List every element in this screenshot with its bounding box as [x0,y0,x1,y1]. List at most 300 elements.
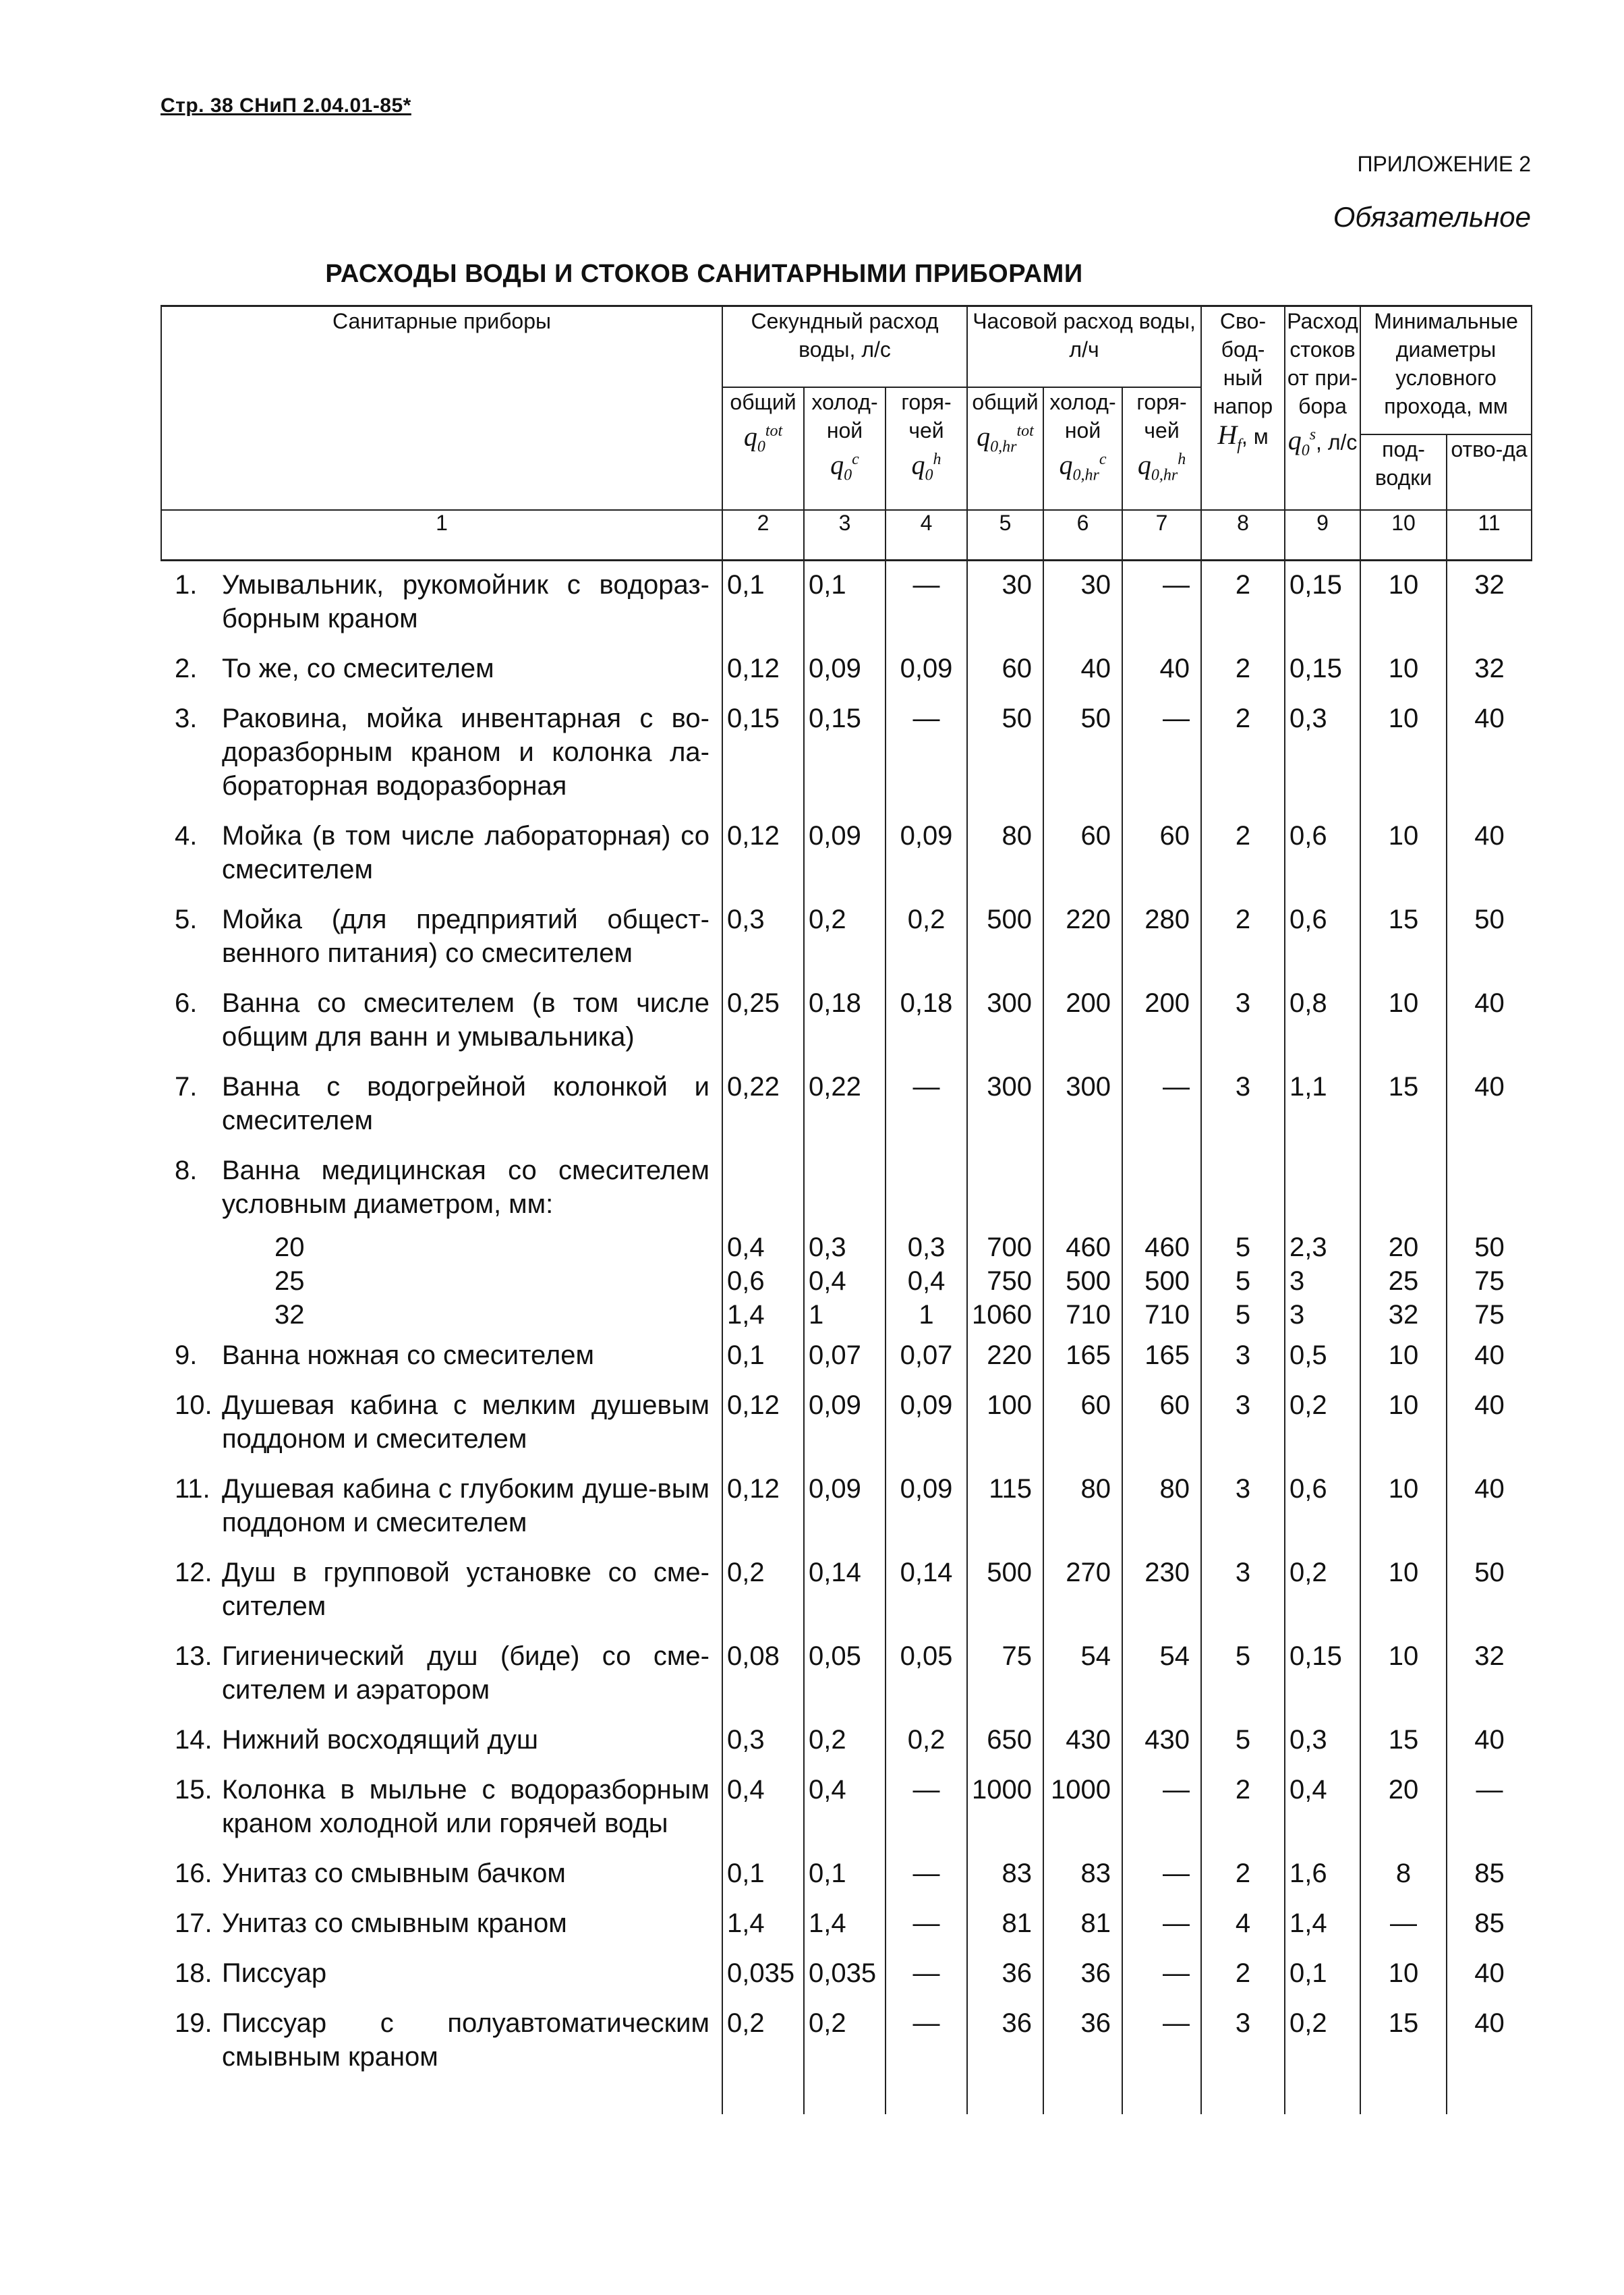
value-cell: 0,6 [1285,1465,1360,1549]
value-cell: 0,6 [722,1264,804,1298]
fixture-name: Умывальник, рукомойник с водораз-борным краном [222,570,709,633]
value-cell: 0,3 [804,1230,886,1264]
fixture-name: Ванна с водогрейной колонкой и смесителем [222,1072,709,1135]
value-cell: 40 [1447,1332,1532,1382]
fixture-name: Ванна медицинская со смесителем условным диаметром, мм: [222,1156,709,1219]
fixture-name-cell [161,1950,722,2000]
value-cell: 32 [1447,1633,1532,1716]
header-min-diameters: Минимальные диаметры условного прохода, мм [1360,306,1532,435]
value-cell: 40 [1043,645,1122,695]
table-row [161,1264,1532,1298]
table-row [161,1147,1532,1230]
value-cell: 0,2 [1285,2000,1360,2114]
value-cell: 2 [1201,812,1285,896]
value-cell: 100 [967,1382,1043,1465]
value-cell: 32 [1447,561,1532,646]
fixture-name: Писсуар с полуавтоматическим смывным краном [222,2008,709,2072]
column-number-row [161,510,1532,561]
value-cell: — [1447,1766,1532,1850]
header-hourly-total [967,387,1043,510]
value-cell: — [1122,561,1201,646]
fixture-name: Душевая кабина с глубоким душе-вым поддоном и смесителем [222,1474,709,1537]
value-cell: 40 [1447,1465,1532,1549]
value-cell: 500 [967,896,1043,980]
table-body [161,561,1532,2115]
value-cell [1201,1147,1285,1230]
value-cell: 10 [1360,1633,1447,1716]
q-tot-hr-symbol: $q_{0,hr}^{tot}$ [977,421,1034,456]
value-cell: 3 [1285,1264,1360,1298]
value-cell: 0,2 [804,1716,886,1766]
table-row [161,645,1532,695]
table-row [161,1633,1532,1716]
table-row [161,561,1532,646]
column-number: 4 [886,510,967,561]
value-cell: 0,2 [1285,1382,1360,1465]
row-number: 16. [175,1859,212,1888]
row-number: 17. [175,1908,212,1938]
table-row [161,1766,1532,1850]
value-cell [1360,1147,1447,1230]
value-cell: 40 [1447,695,1532,812]
fixture-name: Душевая кабина с мелким душевым поддоном и смесителем [222,1390,709,1454]
value-cell: 0,15 [1285,645,1360,695]
value-cell: 0,1 [722,1850,804,1900]
value-cell: 5 [1201,1298,1285,1332]
header-second-flow: Секундный расход воды, л/с [722,306,967,388]
value-cell: 40 [1447,1950,1532,2000]
table-row [161,812,1532,896]
row-number: 4. [175,821,198,851]
value-cell: 0,3 [1285,1716,1360,1766]
value-cell: 0,3 [886,1230,967,1264]
value-cell: 50 [1447,896,1532,980]
column-number: 10 [1360,510,1447,561]
value-cell [1285,1147,1360,1230]
value-cell: 750 [967,1264,1043,1298]
fixture-name-cell [161,695,722,812]
column-number: 2 [722,510,804,561]
fixture-name: Колонка в мыльне с водоразборным краном холодной или горячей воды [222,1775,709,1838]
value-cell: 5 [1201,1264,1285,1298]
value-cell: 2 [1201,896,1285,980]
value-cell: 0,035 [722,1950,804,2000]
value-cell: 0,12 [722,812,804,896]
header-drain: отво-да [1447,434,1532,510]
value-cell: 460 [1043,1230,1122,1264]
header-second-total [722,387,804,510]
discharge-symbol: $q_0^s$ [1287,425,1316,460]
value-cell [722,1147,804,1230]
value-cell: 165 [1043,1332,1122,1382]
value-cell: 4 [1201,1900,1285,1950]
fixture-name-cell [161,980,722,1063]
header-discharge-label: Расход стоков от при-бора [1287,309,1358,418]
row-number: 8. [175,1156,198,1185]
value-cell: — [886,1063,967,1147]
value-cell: 2 [1201,1850,1285,1900]
header-supply: под-водки [1360,434,1447,510]
value-cell [1447,1147,1532,1230]
value-cell: 0,4 [804,1264,886,1298]
value-cell: 430 [1043,1716,1122,1766]
table-row [161,980,1532,1063]
fixture-name-cell [161,812,722,896]
fixture-name-cell [161,1382,722,1465]
value-cell: 1,4 [722,1298,804,1332]
row-number: 15. [175,1775,212,1805]
value-cell: 60 [1122,812,1201,896]
fixture-name-cell [161,1063,722,1147]
row-number: 6. [175,988,198,1018]
value-cell: 0,6 [1285,812,1360,896]
fixture-name-cell [161,1332,722,1382]
value-cell: — [1122,2000,1201,2114]
value-cell: 1,4 [722,1900,804,1950]
value-cell: 0,3 [722,1716,804,1766]
table-row [161,1382,1532,1465]
value-cell [1122,1147,1201,1230]
value-cell: 0,4 [722,1766,804,1850]
value-cell: — [886,2000,967,2114]
value-cell: 10 [1360,980,1447,1063]
free-head-symbol: $H_f$ [1217,420,1242,454]
value-cell: 36 [967,1950,1043,2000]
row-number: 9. [175,1340,198,1370]
value-cell: 10 [1360,695,1447,812]
value-cell: 700 [967,1230,1043,1264]
table-row [161,695,1532,812]
column-number: 9 [1285,510,1360,561]
value-cell: 36 [1043,2000,1122,2114]
column-number: 1 [161,510,722,561]
value-cell: 710 [1043,1298,1122,1332]
fixture-name: Ванна со смесителем (в том числе общим для ванн и умывальника) [222,988,709,1052]
value-cell: — [1122,1850,1201,1900]
value-cell: 15 [1360,1063,1447,1147]
value-cell: 0,2 [722,1549,804,1633]
value-cell: 60 [967,645,1043,695]
value-cell: 0,25 [722,980,804,1063]
fixture-name-cell [161,561,722,646]
value-cell: 83 [1043,1850,1122,1900]
row-number: 19. [175,2008,212,2038]
value-cell: 0,09 [886,812,967,896]
column-number: 6 [1043,510,1122,561]
value-cell: 0,18 [886,980,967,1063]
value-cell: 1 [804,1298,886,1332]
row-number: 14. [175,1725,212,1755]
value-cell: 54 [1043,1633,1122,1716]
fixture-name-cell [161,896,722,980]
row-number: 3. [175,704,198,733]
value-cell: 30 [1043,561,1122,646]
value-cell: 0,8 [1285,980,1360,1063]
row-number: 18. [175,1958,212,1988]
value-cell: 650 [967,1716,1043,1766]
value-cell: 20 [1360,1766,1447,1850]
table-row [161,1230,1532,1264]
value-cell [886,1147,967,1230]
value-cell: — [1122,1063,1201,1147]
table-row [161,1950,1532,2000]
value-cell: 0,4 [1285,1766,1360,1850]
fixture-name: Душ в групповой установке со сме-сителем [222,1558,709,1621]
q-c-symbol: $q_0^c$ [830,449,859,484]
value-cell: 36 [1043,1950,1122,2000]
value-cell: 83 [967,1850,1043,1900]
value-cell: 85 [1447,1900,1532,1950]
value-cell: 20 [1360,1230,1447,1264]
value-cell: — [1122,1950,1201,2000]
fixture-name-cell [161,1716,722,1766]
value-cell: 80 [967,812,1043,896]
value-cell: 2 [1201,645,1285,695]
value-cell: 0,12 [722,645,804,695]
value-cell: 1,4 [1285,1900,1360,1950]
value-cell: 2,3 [1285,1230,1360,1264]
value-cell: 115 [967,1465,1043,1549]
value-cell: 500 [1043,1264,1122,1298]
value-cell: 10 [1360,1382,1447,1465]
value-cell: 36 [967,2000,1043,2114]
fixture-name-cell [161,1147,722,1230]
value-cell: 230 [1122,1549,1201,1633]
value-cell: 0,15 [804,695,886,812]
fixture-name: Ванна ножная со смесителем [222,1340,594,1370]
value-cell: 1,4 [804,1900,886,1950]
fixture-name-cell [161,1850,722,1900]
fixture-name-cell [161,1900,722,1950]
value-cell: 0,09 [804,812,886,896]
value-cell: 0,3 [722,896,804,980]
value-cell: 10 [1360,812,1447,896]
value-cell: 2 [1201,1766,1285,1850]
value-cell: 0,07 [886,1332,967,1382]
value-cell: 220 [967,1332,1043,1382]
value-cell: 75 [1447,1264,1532,1298]
q-tot-symbol: $q_0^{tot}$ [743,421,783,456]
value-cell: 0,1 [804,1850,886,1900]
table-row [161,1465,1532,1549]
value-cell: 50 [1447,1230,1532,1264]
row-number: 11. [175,1474,210,1504]
value-cell: 0,12 [722,1465,804,1549]
value-cell: 0,2 [804,896,886,980]
value-cell: 3 [1201,980,1285,1063]
value-cell: 1000 [1043,1766,1122,1850]
value-cell: 10 [1360,1465,1447,1549]
header-second-cold [804,387,886,510]
table-row [161,1850,1532,1900]
value-cell: 0,2 [1285,1549,1360,1633]
value-cell: 50 [1043,695,1122,812]
header-free-head [1201,306,1285,511]
value-cell: 280 [1122,896,1201,980]
value-cell: — [1122,695,1201,812]
q-h-hr-symbol: $q_{0,hr}^h$ [1137,449,1186,484]
running-head: Стр. 38 СНиП 2.04.01-85* [161,94,411,117]
value-cell: 0,2 [722,2000,804,2114]
header-second-total-label: общий [730,390,796,414]
fixtures-table [161,305,1532,2114]
mandatory-label: Обязательное [1333,201,1531,233]
value-cell: 10 [1360,1332,1447,1382]
header-free-head-label: Сво-бод-ный напор [1213,309,1273,418]
value-cell: 32 [1447,645,1532,695]
value-cell: 5 [1201,1633,1285,1716]
value-cell: 0,05 [886,1633,967,1716]
value-cell: — [1122,1766,1201,1850]
row-number: 1. [175,570,198,600]
table-row [161,1298,1532,1332]
value-cell: 0,2 [886,896,967,980]
value-cell: 0,09 [804,645,886,695]
column-number: 11 [1447,510,1532,561]
value-cell: 5 [1201,1716,1285,1766]
column-number: 7 [1122,510,1201,561]
header-second-cold-label: холод-ной [811,390,878,443]
value-cell: 40 [1447,1063,1532,1147]
value-cell: 300 [1043,1063,1122,1147]
value-cell: 0,09 [804,1465,886,1549]
value-cell: 60 [1043,812,1122,896]
header-hourly-hot [1122,387,1201,510]
value-cell: 10 [1360,645,1447,695]
table-row [161,1900,1532,1950]
value-cell: 0,09 [804,1382,886,1465]
value-cell: 0,15 [722,695,804,812]
value-cell: 40 [1447,980,1532,1063]
header-hourly-cold-label: холод-ной [1049,390,1116,443]
fixture-name: Унитаз со смывным краном [222,1908,567,1938]
value-cell: 3 [1201,1332,1285,1382]
value-cell: 0,09 [886,1465,967,1549]
fixture-name: Унитаз со смывным бачком [222,1859,566,1888]
column-number: 8 [1201,510,1285,561]
value-cell: 25 [1360,1264,1447,1298]
value-cell: 3 [1285,1298,1360,1332]
table-row [161,1716,1532,1766]
fixture-name-cell [161,1633,722,1716]
value-cell [804,1147,886,1230]
value-cell: 1,1 [1285,1063,1360,1147]
fixture-subitem: 32 [274,1300,305,1330]
value-cell [1043,1147,1122,1230]
value-cell: 165 [1122,1332,1201,1382]
value-cell [967,1147,1043,1230]
value-cell: — [1360,1900,1447,1950]
value-cell: 0,09 [886,1382,967,1465]
value-cell: 85 [1447,1850,1532,1900]
value-cell: 80 [1043,1465,1122,1549]
row-number: 2. [175,654,198,683]
fixture-subitem: 25 [274,1266,305,1296]
value-cell: 0,12 [722,1382,804,1465]
table-row [161,2000,1532,2114]
value-cell: 0,1 [722,1332,804,1382]
fixture-name: Писсуар [222,1958,327,1988]
value-cell: 81 [967,1900,1043,1950]
column-number: 3 [804,510,886,561]
value-cell: 32 [1360,1298,1447,1332]
value-cell: 500 [1122,1264,1201,1298]
fixture-name-cell [161,1766,722,1850]
fixture-name-cell [161,1549,722,1633]
q-h-symbol: $q_0^h$ [911,449,941,484]
fixture-name: Раковина, мойка инвентарная с во-доразборным краном и колонка ла-бораторная водоразборная [222,704,709,801]
table-row [161,1063,1532,1147]
value-cell: 40 [1447,1382,1532,1465]
value-cell: 40 [1447,1716,1532,1766]
value-cell: 0,1 [722,561,804,646]
value-cell: — [886,561,967,646]
value-cell: 200 [1043,980,1122,1063]
value-cell: 220 [1043,896,1122,980]
value-cell: 40 [1447,2000,1532,2114]
header-fixtures: Санитарные приборы [161,306,722,511]
value-cell: 10 [1360,1549,1447,1633]
row-number: 5. [175,905,198,934]
value-cell: 0,15 [1285,561,1360,646]
table-row [161,896,1532,980]
value-cell: 40 [1122,645,1201,695]
value-cell: 5 [1201,1230,1285,1264]
value-cell: 0,2 [804,2000,886,2114]
value-cell: — [886,695,967,812]
value-cell: 15 [1360,896,1447,980]
value-cell: 0,09 [886,645,967,695]
fixture-name: Мойка (в том числе лабораторная) со смесителем [222,821,709,884]
value-cell: 60 [1043,1382,1122,1465]
value-cell: 3 [1201,1382,1285,1465]
fixture-name: Гигиенический душ (биде) со сме-сителем и аэратором [222,1641,709,1705]
value-cell: 30 [967,561,1043,646]
value-cell: 15 [1360,1716,1447,1766]
value-cell: 300 [967,980,1043,1063]
row-number: 12. [175,1558,212,1587]
value-cell: 0,1 [1285,1950,1360,2000]
header-discharge [1285,306,1360,511]
value-cell: 0,4 [886,1264,967,1298]
header-second-hot-label: горя-чей [901,390,952,443]
value-cell: 3 [1201,1465,1285,1549]
value-cell: 0,15 [1285,1633,1360,1716]
value-cell: 0,05 [804,1633,886,1716]
header-free-head-unit: , м [1241,424,1269,449]
value-cell: 50 [1447,1549,1532,1633]
fixture-name: То же, со смесителем [222,654,494,683]
value-cell: 0,4 [722,1230,804,1264]
value-cell: 40 [1447,812,1532,896]
value-cell: 8 [1360,1850,1447,1900]
value-cell: 1 [886,1298,967,1332]
value-cell: 10 [1360,1950,1447,2000]
value-cell: 60 [1122,1382,1201,1465]
value-cell: 0,2 [886,1716,967,1766]
value-cell: 0,5 [1285,1332,1360,1382]
value-cell: 0,035 [804,1950,886,2000]
q-c-hr-symbol: $q_{0,hr}^c$ [1059,449,1107,484]
value-cell: 200 [1122,980,1201,1063]
column-number: 5 [967,510,1043,561]
fixture-name-cell [161,1465,722,1549]
header-second-hot [886,387,967,510]
header-discharge-unit: , л/с [1316,430,1358,455]
value-cell: 10 [1360,561,1447,646]
table-row [161,1332,1532,1382]
value-cell: 0,18 [804,980,886,1063]
